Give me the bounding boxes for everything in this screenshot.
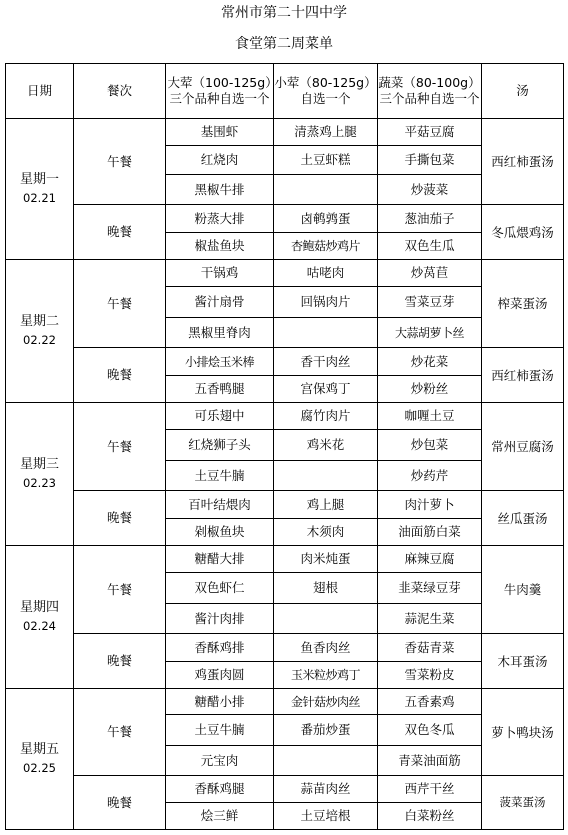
lunch-label: 午餐	[74, 403, 166, 491]
dish-veg: 咖喱土豆	[378, 403, 482, 430]
dish-big: 香酥鸡腿	[166, 776, 274, 803]
dish-small: 杏鲍菇炒鸡片	[274, 233, 378, 260]
dish-small	[274, 746, 378, 776]
dish-small: 金针菇炒肉丝	[274, 689, 378, 715]
dinner-label: 晚餐	[74, 776, 166, 830]
dinner-label: 晚餐	[74, 491, 166, 546]
soup-cell: 木耳蛋汤	[482, 634, 564, 689]
dish-veg: 炒包菜	[378, 430, 482, 461]
dish-big: 红烧狮子头	[166, 430, 274, 461]
dish-veg: 西芹干丝	[378, 776, 482, 803]
menu-row	[6, 119, 564, 146]
day-date: 02.21	[23, 191, 56, 205]
dish-big: 粉蒸大排	[166, 205, 274, 233]
dish-big: 糖醋小排	[166, 689, 274, 715]
menu-title: 食堂第二周菜单	[235, 36, 333, 52]
soup-cell: 西红柿蛋汤	[482, 348, 564, 403]
dish-veg: 炒粉丝	[378, 376, 482, 403]
dish-small: 宫保鸡丁	[274, 376, 378, 403]
dish-small: 香干肉丝	[274, 348, 378, 376]
dish-veg: 双色生瓜	[378, 233, 482, 260]
header-big-meat: 大荤（100-125g）三个品种自选一个	[166, 64, 274, 119]
dish-veg: 韭菜绿豆芽	[378, 573, 482, 604]
soup-cell: 西红柿蛋汤	[482, 119, 564, 205]
dish-small: 鸡上腿	[274, 491, 378, 519]
soup-cell: 萝卜鸭块汤	[482, 689, 564, 776]
soup-cell: 冬瓜煨鸡汤	[482, 205, 564, 260]
dish-veg: 双色冬瓜	[378, 715, 482, 746]
dinner-label: 晚餐	[74, 634, 166, 689]
dish-big: 基围虾	[166, 119, 274, 146]
dish-veg: 葱油茄子	[378, 205, 482, 233]
day-name: 星期五	[19, 742, 59, 757]
lunch-label: 午餐	[74, 260, 166, 348]
dish-veg: 炒花菜	[378, 348, 482, 376]
menu-row	[6, 689, 564, 715]
dish-small: 番茄炒蛋	[274, 715, 378, 746]
dish-big: 五香鸭腿	[166, 376, 274, 403]
day-cell	[6, 260, 74, 403]
menu-row	[6, 403, 564, 430]
day-cell	[6, 546, 74, 689]
day-date: 02.22	[23, 333, 56, 347]
day-name: 星期二	[19, 314, 59, 329]
header-meal: 餐次	[74, 64, 166, 119]
dish-small: 清蒸鸡上腿	[274, 119, 378, 146]
dish-big: 糖醋大排	[166, 546, 274, 573]
dish-big: 双色虾仁	[166, 573, 274, 604]
dish-veg: 五香素鸡	[378, 689, 482, 715]
dish-big: 椒盐鱼块	[166, 233, 274, 260]
day-date: 02.24	[23, 619, 56, 633]
menu-row	[6, 776, 564, 803]
dish-veg: 炒菠菜	[378, 175, 482, 205]
dinner-label: 晚餐	[74, 205, 166, 260]
header-vegetable: 蔬菜（80-100g）三个品种自选一个	[378, 64, 482, 119]
dish-small: 蒜苗肉丝	[274, 776, 378, 803]
soup-cell: 榨菜蛋汤	[482, 260, 564, 348]
dish-small: 木须肉	[274, 519, 378, 546]
dish-small	[274, 604, 378, 634]
dinner-label: 晚餐	[74, 348, 166, 403]
day-cell	[6, 403, 74, 546]
menu-row	[6, 491, 564, 519]
dish-small	[274, 175, 378, 205]
menu-row	[6, 546, 564, 573]
dish-veg: 香菇青菜	[378, 634, 482, 662]
dish-big: 百叶结煨肉	[166, 491, 274, 519]
header-soup: 汤	[482, 64, 564, 119]
dish-big: 小排烩玉米棒	[166, 348, 274, 376]
day-date: 02.23	[23, 476, 56, 490]
dish-veg: 大蒜胡萝卜丝	[378, 318, 482, 348]
dish-small	[274, 318, 378, 348]
dish-small: 玉米粒炒鸡丁	[274, 662, 378, 689]
lunch-label: 午餐	[74, 119, 166, 205]
menu-row	[6, 205, 564, 233]
menu-row	[6, 260, 564, 287]
dish-small: 土豆培根	[274, 803, 378, 830]
soup-cell: 牛肉羹	[482, 546, 564, 634]
header-row	[6, 64, 564, 119]
dish-big: 香酥鸡排	[166, 634, 274, 662]
dish-big: 土豆牛腩	[166, 715, 274, 746]
header-date: 日期	[6, 64, 74, 119]
dish-small	[274, 461, 378, 491]
dish-veg: 青菜油面筋	[378, 746, 482, 776]
dish-big: 红烧肉	[166, 146, 274, 175]
dish-veg: 平菇豆腐	[378, 119, 482, 146]
dish-big: 鸡蛋肉圆	[166, 662, 274, 689]
dish-veg: 肉汁萝卜	[378, 491, 482, 519]
dish-big: 可乐翅中	[166, 403, 274, 430]
dish-small: 肉米炖蛋	[274, 546, 378, 573]
dish-veg: 炒药芹	[378, 461, 482, 491]
soup-cell: 常州豆腐汤	[482, 403, 564, 491]
dish-veg: 白菜粉丝	[378, 803, 482, 830]
dish-small: 咕咾肉	[274, 260, 378, 287]
lunch-label: 午餐	[74, 689, 166, 776]
dish-small: 卤鹌鹑蛋	[274, 205, 378, 233]
dish-veg: 雪菜粉皮	[378, 662, 482, 689]
dish-big: 剁椒鱼块	[166, 519, 274, 546]
day-cell	[6, 689, 74, 830]
dish-big: 干锅鸡	[166, 260, 274, 287]
dish-big: 土豆牛腩	[166, 461, 274, 491]
day-name: 星期一	[19, 172, 59, 187]
soup-cell: 丝瓜蛋汤	[482, 491, 564, 546]
dish-small: 鸡米花	[274, 430, 378, 461]
school-name: 常州市第二十四中学	[221, 5, 347, 21]
header-small-meat: 小荤（80-125g）自选一个	[274, 64, 378, 119]
dish-big: 黑椒里脊肉	[166, 318, 274, 348]
menu-table	[5, 63, 564, 830]
dish-small: 翅根	[274, 573, 378, 604]
dish-big: 酱汁扇骨	[166, 287, 274, 318]
dish-small: 回锅肉片	[274, 287, 378, 318]
soup-cell: 菠菜蛋汤	[482, 776, 564, 830]
dish-veg: 油面筋白菜	[378, 519, 482, 546]
dish-veg: 炒莴苣	[378, 260, 482, 287]
dish-small: 腐竹肉片	[274, 403, 378, 430]
dish-small: 土豆虾糕	[274, 146, 378, 175]
day-name: 星期四	[19, 600, 59, 615]
dish-big: 黑椒牛排	[166, 175, 274, 205]
menu-row	[6, 634, 564, 662]
dish-veg: 麻辣豆腐	[378, 546, 482, 573]
day-name: 星期三	[19, 457, 59, 472]
dish-small: 鱼香肉丝	[274, 634, 378, 662]
dish-veg: 手撕包菜	[378, 146, 482, 175]
day-cell	[6, 119, 74, 260]
lunch-label: 午餐	[74, 546, 166, 634]
dish-veg: 雪菜豆芽	[378, 287, 482, 318]
day-date: 02.25	[23, 761, 56, 775]
menu-row	[6, 348, 564, 376]
dish-big: 元宝肉	[166, 746, 274, 776]
dish-big: 酱汁肉排	[166, 604, 274, 634]
dish-veg: 蒜泥生菜	[378, 604, 482, 634]
dish-big: 烩三鲜	[166, 803, 274, 830]
